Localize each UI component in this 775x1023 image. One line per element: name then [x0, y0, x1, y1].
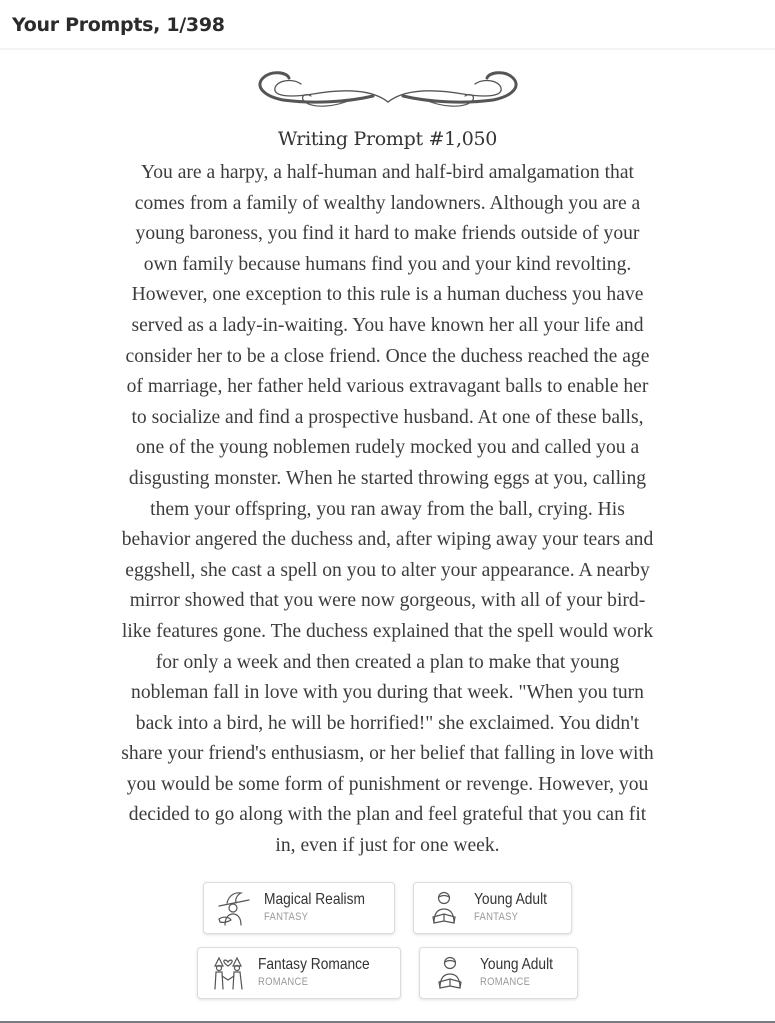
- tag-magical-realism[interactable]: [203, 882, 394, 934]
- tag-name: Fantasy Romance: [258, 956, 370, 974]
- tag-young-adult-romance[interactable]: [419, 947, 578, 999]
- page-title: Your Prompts, 1/398: [12, 14, 225, 36]
- reader-icon: [424, 888, 464, 928]
- reader-icon: [430, 953, 470, 993]
- tag-name: Young Adult: [480, 956, 553, 974]
- tag-category: ROMANCE: [258, 976, 309, 989]
- wizard-icon: [214, 888, 254, 928]
- prompt-body: You are a harpy, a half-human and half-bird amalgamation that comes from a family of wealthy landowners. Although you are a young baroness, you find it hard to make friends outside of your own family because humans find you and your kind revolting. However, one exception to this rule is a human duchess you have served as a lady-in-waiting. You have known her all your life and consider her to be a close friend. Once the duchess reached the age of marriage, her father held various extravagant balls to enable her to socialize and find a prospective husband. At one of these balls, one of the young noblemen rudely mocked you and called you a disgusting monster. When he started throwing eggs at you, calling them your offspring, you ran away from the ball, crying. His behavior angered the duchess and, after wiping away your tears and eggshell, she cast a spell on you to alter your appearance. A nearby mirror showed that you were now gorgeous, with all of your bird-like features gone. The duchess explained that the spell would work for only a week and then created a plan to make that young nobleman fall in love with you during that week. "When you turn back into a bird, he will be horrified!" she exclaimed. You didn't share your friend's enthusiasm, or her belief that falling in love with you would be some form of punishment or revenge. However, you decided to go along with the plan and feel grateful that you can fit in, even if just for one week.: [121, 162, 654, 857]
- tag-category: FANTASY: [264, 911, 309, 924]
- flourish-divider-icon: [253, 66, 523, 110]
- tag-name: Magical Realism: [264, 891, 366, 909]
- tag-category: ROMANCE: [480, 976, 531, 989]
- header: [0, 0, 775, 50]
- tag-young-adult-fantasy[interactable]: [413, 882, 572, 934]
- couple-heart-icon: [208, 953, 248, 993]
- genre-tags: [108, 882, 668, 999]
- tag-category: FANTASY: [473, 911, 518, 924]
- tag-name: Young Adult: [473, 891, 547, 909]
- prompt-card: [118, 66, 658, 862]
- prompt-title: Writing Prompt #1,050: [277, 128, 498, 150]
- tag-fantasy-romance[interactable]: [197, 947, 401, 999]
